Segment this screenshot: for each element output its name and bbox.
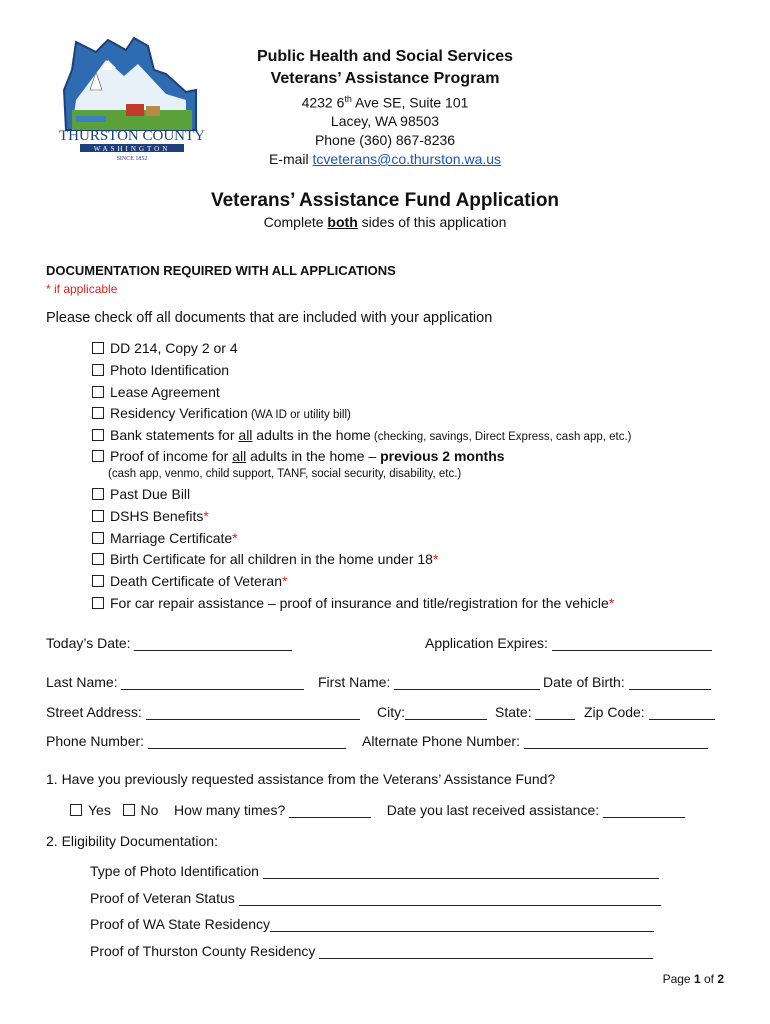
checkbox-icon[interactable]: [92, 532, 104, 544]
checkbox-icon[interactable]: [92, 488, 104, 500]
checkbox-icon[interactable]: [92, 429, 104, 441]
checkbox-icon[interactable]: [92, 597, 104, 609]
thurston-county-logo: [46, 30, 218, 165]
address-line: 4232 6th Ave SE, Suite 101: [301, 94, 469, 111]
checkbox-death[interactable]: Death Certificate of Veteran*: [92, 573, 287, 589]
city-line: Lacey, WA 98503: [330, 113, 440, 129]
checkbox-photo-id[interactable]: Photo Identification: [92, 362, 229, 378]
if-applicable-note: * if applicable: [46, 282, 118, 296]
wa-residency-field[interactable]: Proof of WA State Residency: [90, 916, 654, 932]
documentation-heading: DOCUMENTATION REQUIRED WITH ALL APPLICATIONS: [46, 263, 396, 278]
checkbox-marriage[interactable]: Marriage Certificate*: [92, 530, 238, 546]
county-residency-field[interactable]: Proof of Thurston County Residency: [90, 943, 653, 959]
org-name: Public Health and Social Services: [256, 48, 514, 65]
logo-text: THURSTON COUNTY: [59, 128, 205, 144]
checkbox-car[interactable]: For car repair assistance – proof of insurance and title/registration for the vehicle*: [92, 595, 614, 611]
state-field[interactable]: State:: [495, 704, 575, 720]
email-link[interactable]: tcveterans@co.thurston.wa.us: [312, 151, 502, 167]
checkbox-icon[interactable]: [92, 407, 104, 419]
page-subtitle: Complete both sides of this application: [263, 214, 507, 230]
checkbox-birth[interactable]: Birth Certificate for all children in the home under 18*: [92, 551, 438, 567]
checkbox-icon[interactable]: [92, 342, 104, 354]
checkbox-past-due[interactable]: Past Due Bill: [92, 486, 190, 502]
checkbox-lease[interactable]: Lease Agreement: [92, 384, 220, 400]
todays-date-field[interactable]: Today’s Date:: [46, 635, 292, 651]
checkbox-income[interactable]: Proof of income for all adults in the home – previous 2 months: [92, 448, 505, 464]
yes-option[interactable]: Yes: [70, 802, 111, 818]
income-note: (cash app, venmo, child support, TANF, social security, disability, etc.): [108, 468, 462, 480]
dob-field[interactable]: Date of Birth:: [543, 674, 711, 690]
checkbox-icon[interactable]: [92, 386, 104, 398]
alt-phone-field[interactable]: Alternate Phone Number:: [362, 733, 708, 749]
checkbox-bank[interactable]: Bank statements for all adults in the home (checking, savings, Direct Express, cash app, etc.): [92, 427, 632, 443]
zip-code-field[interactable]: Zip Code:: [584, 704, 715, 720]
question-2: 2. Eligibility Documentation:: [46, 833, 218, 849]
checkbox-dd214[interactable]: DD 214, Copy 2 or 4: [92, 340, 238, 356]
question-1-answers: [70, 802, 685, 818]
logo-subtext: WASHINGTON: [93, 145, 171, 153]
checklist-instruction: Please check off all documents that are included with your application: [46, 310, 493, 326]
checkbox-icon[interactable]: [92, 450, 104, 462]
city-field[interactable]: City:: [377, 704, 487, 720]
page-number: Page 1 of 2: [662, 972, 724, 986]
question-1: 1. Have you previously requested assistance from the Veterans’ Assistance Fund?: [46, 771, 556, 787]
checkbox-icon[interactable]: [123, 804, 135, 816]
phone-number-field[interactable]: Phone Number:: [46, 733, 346, 749]
first-name-field[interactable]: First Name:: [318, 674, 540, 690]
street-address-field[interactable]: Street Address:: [46, 704, 360, 720]
no-option[interactable]: No: [123, 802, 159, 818]
photo-id-type-field[interactable]: Type of Photo Identification: [90, 863, 659, 879]
logo-since: SINCE 1852: [116, 156, 148, 162]
phone-line: Phone (360) 867-8236: [314, 132, 456, 148]
checkbox-icon[interactable]: [92, 553, 104, 565]
veteran-status-field[interactable]: Proof of Veteran Status: [90, 890, 661, 906]
checkbox-icon[interactable]: [70, 804, 82, 816]
checkbox-dshs[interactable]: DSHS Benefits*: [92, 508, 209, 524]
checkbox-residency[interactable]: Residency Verification (WA ID or utility bill): [92, 405, 351, 421]
last-name-field[interactable]: Last Name:: [46, 674, 304, 690]
checkbox-icon[interactable]: [92, 575, 104, 587]
last-received-field[interactable]: Date you last received assistance:: [387, 802, 685, 818]
application-expires-field[interactable]: Application Expires:: [425, 635, 712, 651]
program-name: Veterans’ Assistance Program: [270, 70, 500, 87]
checkbox-icon[interactable]: [92, 510, 104, 522]
page-title: Veterans’ Assistance Fund Application: [210, 190, 560, 211]
how-many-times-field[interactable]: How many times?: [174, 802, 371, 818]
email-line: E-mail tcveterans@co.thurston.wa.us: [268, 151, 502, 167]
checkbox-icon[interactable]: [92, 364, 104, 376]
